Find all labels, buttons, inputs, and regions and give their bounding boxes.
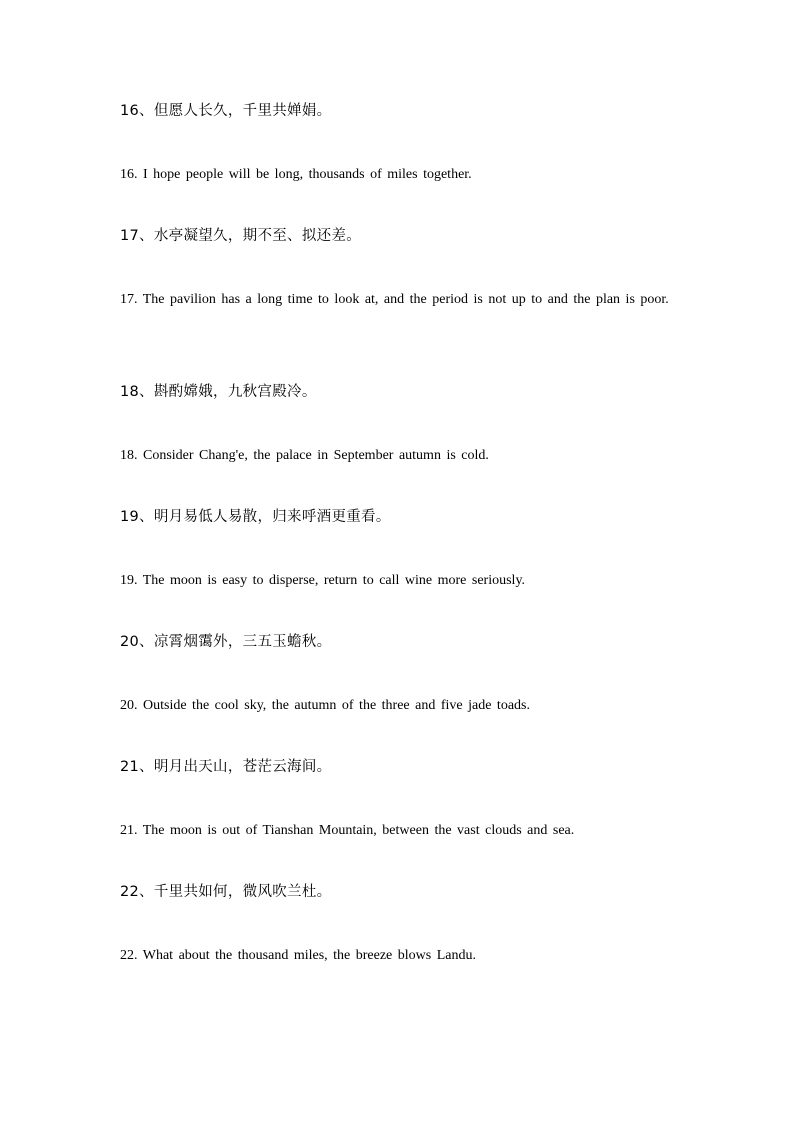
line-19-chinese: 19、明月易低人易散，归来呼酒更重看。 bbox=[120, 509, 391, 525]
line-17-english: 17. The pavilion has a long time to look at, and the period is not up to and the plan is poor. bbox=[120, 292, 669, 307]
line-20-chinese: 20、凉霄烟霭外，三五玉蟾秋。 bbox=[120, 634, 332, 650]
line-21-chinese: 21、明月出天山，苍茫云海间。 bbox=[120, 759, 332, 775]
line-19-english: 19. The moon is easy to disperse, return to call wine more seriously. bbox=[120, 573, 526, 588]
line-16-chinese: 16、但愿人长久，千里共婵娟。 bbox=[120, 103, 332, 119]
line-21-english: 21. The moon is out of Tianshan Mountain, between the vast clouds and sea. bbox=[120, 823, 575, 838]
line-22-english: 22. What about the thousand miles, the breeze blows Landu. bbox=[120, 948, 476, 963]
line-16-english: 16. I hope people will be long, thousands of miles together. bbox=[120, 167, 472, 182]
line-22-chinese: 22、千里共如何，微风吹兰杜。 bbox=[120, 884, 332, 900]
line-20-english: 20. Outside the cool sky, the autumn of the three and five jade toads. bbox=[120, 698, 530, 713]
line-18-chinese: 18、斟酌嫦娥，九秋宫殿冷。 bbox=[120, 384, 317, 400]
line-18-english: 18. Consider Chang'e, the palace in September autumn is cold. bbox=[120, 448, 489, 463]
line-17-chinese: 17、水亭凝望久，期不至、拟还差。 bbox=[120, 228, 362, 244]
